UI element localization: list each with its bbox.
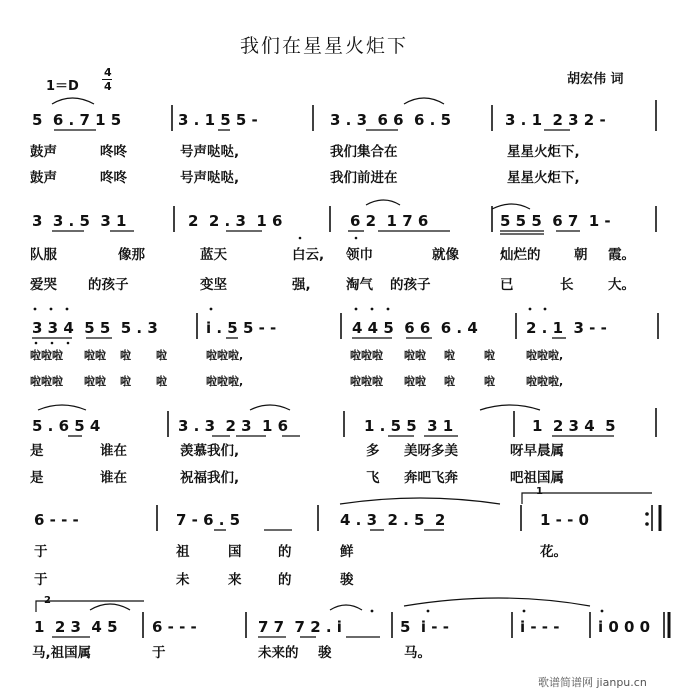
system-2-measure-4: 5 5 5 6 7 1 - — [500, 212, 611, 230]
lyric: 鲜 — [340, 544, 354, 560]
lyric: 啦啦 — [404, 375, 426, 388]
lyric: 啦 — [444, 375, 455, 388]
lyric: 啦 — [444, 349, 455, 362]
lyric: 骏 — [318, 645, 332, 661]
lyric: 鼓声 — [30, 170, 57, 186]
lyric: 啦啦 — [84, 375, 106, 388]
lyric: 啦 — [484, 375, 495, 388]
lyric: 于 — [34, 572, 48, 588]
system-1-measure-1: 5 6 . 7 1 5 — [32, 111, 122, 129]
lyric: 啦啦啦 — [350, 349, 383, 362]
lyric: 啦啦啦, — [526, 349, 564, 362]
lyric: 马。 — [404, 645, 431, 661]
lyric: 鼓声 — [30, 144, 57, 160]
lyric: 白云, — [292, 247, 325, 263]
lyric: 美呀多美 — [404, 443, 458, 459]
lyric: 是 — [30, 470, 44, 486]
lyric: 星星火炬下, — [507, 144, 580, 160]
lyric: 灿烂的 — [500, 247, 541, 263]
lyric: 未来的 — [258, 645, 299, 661]
lyric: 吧祖国属 — [510, 470, 564, 486]
volta-2-label: 2 — [44, 595, 51, 606]
system-4-measure-4: 1 2 3 4 5 — [532, 417, 616, 435]
lyric: 国 — [228, 544, 242, 560]
system-6-measure-2: 6 - - - — [152, 618, 197, 636]
lyric: 像那 — [118, 247, 145, 263]
lyric: 我们前进在 — [330, 170, 398, 186]
lyric: 马,祖国属 — [32, 645, 92, 661]
lyric: 谁在 — [100, 470, 127, 486]
lyric: 啦啦 — [84, 349, 106, 362]
key-signature: 1＝D — [46, 79, 79, 94]
lyric: 变坚 — [200, 277, 227, 293]
system-5-measure-3: 4 . 3 2 . 5 2 — [340, 511, 446, 529]
lyric: 淘气 — [346, 277, 373, 293]
lyric: 啦啦 — [404, 349, 426, 362]
page-title: 我们在星星火炬下 — [240, 35, 409, 57]
lyric: 于 — [152, 645, 166, 661]
lyric: 啦啦啦 — [30, 375, 63, 388]
lyric: 号声哒哒, — [180, 170, 240, 186]
time-signature-bottom: 4 — [104, 80, 112, 93]
system-1-measure-4: 3 . 1 2 3 2 - — [505, 111, 606, 129]
lyric: 强, — [292, 277, 311, 293]
system-3-measure-2: i . 5 5 - - — [206, 319, 277, 337]
system-3-measure-4: 2 . 1 3 - - — [526, 319, 607, 337]
system-2-measure-1: 3 3 . 5 3 1 — [32, 212, 127, 230]
lyric: 咚咚 — [100, 144, 127, 160]
lyric: 就像 — [432, 247, 459, 263]
lyric: 啦 — [120, 349, 131, 362]
system-6-measure-6: i 0 0 0 — [598, 618, 651, 636]
lyric: 来 — [228, 572, 242, 588]
repeat-dots — [645, 512, 649, 526]
lyric: 号声哒哒, — [180, 144, 240, 160]
lyric: 啦啦啦 — [350, 375, 383, 388]
lyric: 霞。 — [608, 247, 635, 263]
lyric: 啦啦啦, — [526, 375, 564, 388]
lyric: 未 — [176, 572, 190, 588]
lyric: 啦啦啦, — [206, 375, 244, 388]
system-3-measure-1: 3 3 4 5 5 5 . 3 — [32, 319, 158, 337]
lyric: 多 — [366, 443, 380, 459]
system-4-measure-3: 1 . 5 5 3 1 — [364, 417, 454, 435]
system-3-measure-3: 4 4 5 6 6 6 . 4 — [352, 319, 478, 337]
lyric: 的孩子 — [390, 277, 431, 293]
time-signature-top: 4 — [104, 66, 112, 79]
system-4-measure-1: 5 . 6 5 4 — [32, 417, 101, 435]
lyric: 啦 — [156, 349, 167, 362]
system-1-measure-2: 3 . 1 5 5 - — [178, 111, 258, 129]
lyric: 爱哭 — [30, 277, 57, 293]
system-4-measure-2: 3 . 3 2 3 1 6 — [178, 417, 289, 435]
bar-lines — [143, 100, 669, 638]
system-5-measure-2: 7 - 6 . 5 — [176, 511, 241, 529]
lyric: 的孩子 — [88, 277, 129, 293]
lyric: 骏 — [340, 572, 354, 588]
lyricist-credit: 胡宏伟 词 — [567, 72, 624, 87]
lyric: 啦啦啦 — [30, 349, 63, 362]
system-6-measure-5: i - - - — [520, 618, 560, 636]
lyric: 祝福我们, — [180, 470, 240, 486]
beam-underlines — [32, 130, 614, 637]
lyric: 啦 — [120, 375, 131, 388]
lyric: 领巾 — [346, 247, 373, 263]
octave-dots — [34, 237, 604, 613]
lyric: 已 — [500, 277, 514, 293]
slurs — [38, 98, 590, 610]
lyric: 谁在 — [100, 443, 127, 459]
lyric: 长 — [560, 277, 574, 293]
system-5-measure-4: 1 - - 0 — [540, 511, 589, 529]
system-5-measure-1: 6 - - - — [34, 511, 79, 529]
volta-1-label: 1 — [536, 486, 543, 497]
system-1-measure-3: 3 . 3 6 6 6 . 5 — [330, 111, 452, 129]
lyric: 我们集合在 — [330, 144, 398, 160]
lyric: 呀早晨属 — [510, 443, 564, 459]
lyric: 啦啦啦, — [206, 349, 244, 362]
lyric: 于 — [34, 544, 48, 560]
system-2-measure-3: 6 2 1 7 6 — [350, 212, 429, 230]
lyric: 啦 — [484, 349, 495, 362]
volta-brackets — [36, 493, 652, 612]
lyric: 大。 — [608, 277, 635, 293]
lyric: 的 — [278, 544, 292, 560]
lyric: 星星火炬下, — [507, 170, 580, 186]
lyric: 花。 — [540, 544, 567, 560]
lyric: 咚咚 — [100, 170, 127, 186]
lyric: 奔吧飞奔 — [404, 470, 458, 486]
system-2-measure-2: 2 2 . 3 1 6 — [188, 212, 283, 230]
lyric: 祖 — [176, 544, 190, 560]
lyric: 朝 — [574, 247, 588, 263]
system-6-measure-4: 5 i - - — [400, 618, 449, 636]
lyric: 蓝天 — [200, 247, 227, 263]
lyric: 羡慕我们, — [180, 443, 240, 459]
lyric: 队服 — [30, 247, 57, 263]
system-6-measure-3: 7 7 7 2 . i — [258, 618, 342, 636]
system-6-measure-1: 1 2 3 4 5 — [34, 618, 118, 636]
lyric: 啦 — [156, 375, 167, 388]
lyric: 是 — [30, 443, 44, 459]
lyric: 的 — [278, 572, 292, 588]
watermark: 歌谱简谱网 jianpu.cn — [538, 676, 647, 689]
lyric: 飞 — [366, 470, 380, 486]
